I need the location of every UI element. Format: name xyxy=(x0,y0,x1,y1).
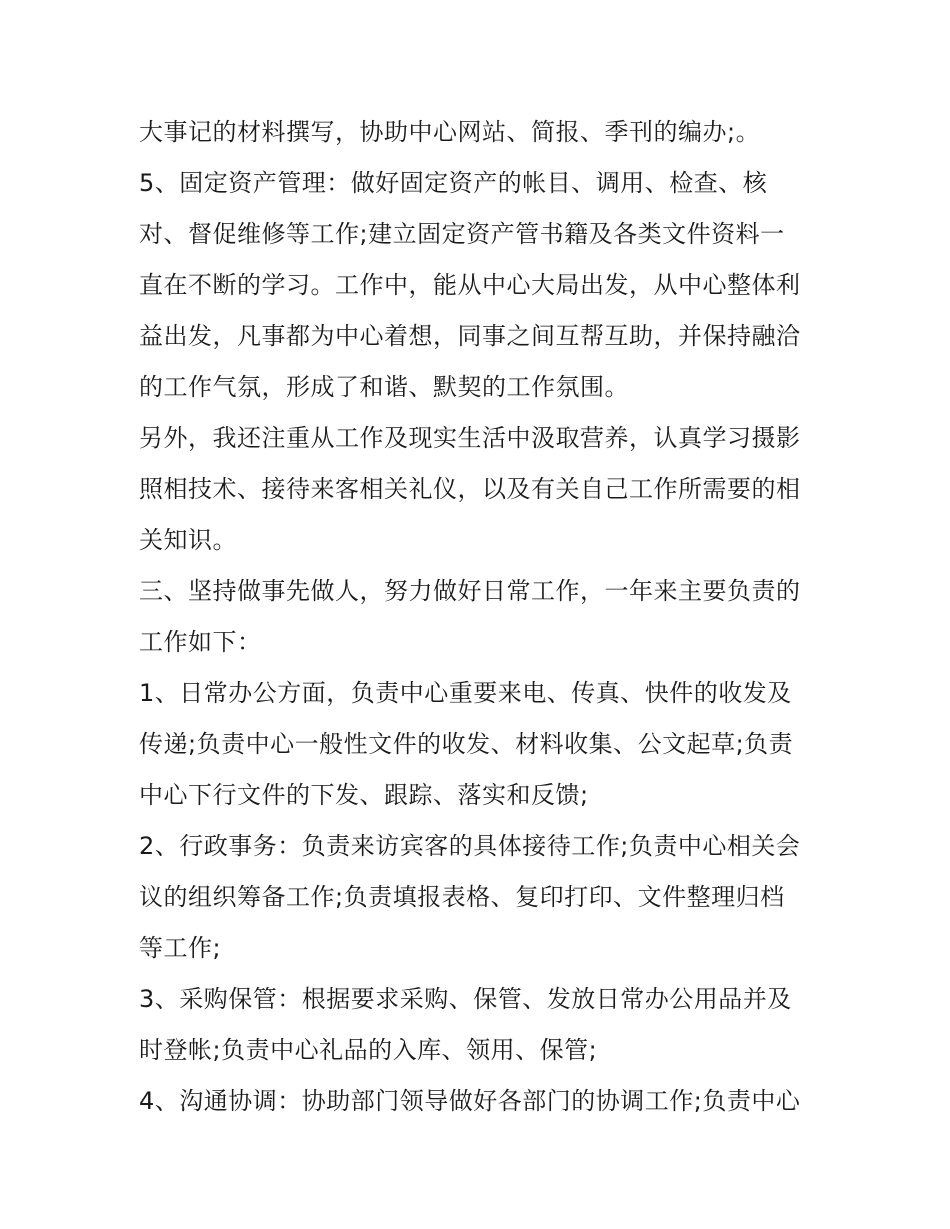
text-line: 照相技术、接待来客相关礼仪，以及有关自己工作所需要的相 xyxy=(139,475,801,503)
text-line: 等工作; xyxy=(139,934,222,962)
document-body xyxy=(139,107,829,1127)
text-line: 益出发，凡事都为中心着想，同事之间互帮互助，并保持融洽 xyxy=(139,322,801,350)
text-line: 2、行政事务：负责来访宾客的具体接待工作;负责中心相关会 xyxy=(139,832,801,860)
text-line: 4、沟通协调：协助部门领导做好各部门的协调工作;负责中心 xyxy=(139,1087,801,1115)
text-line: 时登帐;负责中心礼品的入库、领用、保管; xyxy=(139,1036,598,1064)
text-line: 3、采购保管：根据要求采购、保管、发放日常办公用品并及 xyxy=(139,985,792,1013)
text-line: 三、坚持做事先做人，努力做好日常工作，一年来主要负责的 xyxy=(139,577,801,605)
text-line: 议的组织筹备工作;负责填报表格、复印打印、文件整理归档 xyxy=(139,883,785,911)
text-line: 大事记的材料撰写，协助中心网站、简报、季刊的编办;。 xyxy=(139,118,761,146)
text-line: 对、督促维修等工作;建立固定资产管书籍及各类文件资料一 xyxy=(139,220,785,248)
text-line: 1、日常办公方面，负责中心重要来电、传真、快件的收发及 xyxy=(139,679,792,707)
text-line: 直在不断的学习。工作中，能从中心大局出发，从中心整体利 xyxy=(139,271,801,299)
text-line: 另外，我还注重从工作及现实生活中汲取营养，认真学习摄影 xyxy=(139,424,801,452)
text-line: 中心下行文件的下发、跟踪、落实和反馈; xyxy=(139,781,589,809)
text-line: 关知识。 xyxy=(139,526,237,554)
text-line: 5、固定资产管理：做好固定资产的帐目、调用、检查、核 xyxy=(139,169,768,197)
text-line: 工作如下： xyxy=(139,628,262,656)
text-line: 传递;负责中心一般性文件的收发、材料收集、公文起草;负责 xyxy=(139,730,794,758)
text-line: 的工作气氛，形成了和谐、默契的工作氛围。 xyxy=(139,373,629,401)
